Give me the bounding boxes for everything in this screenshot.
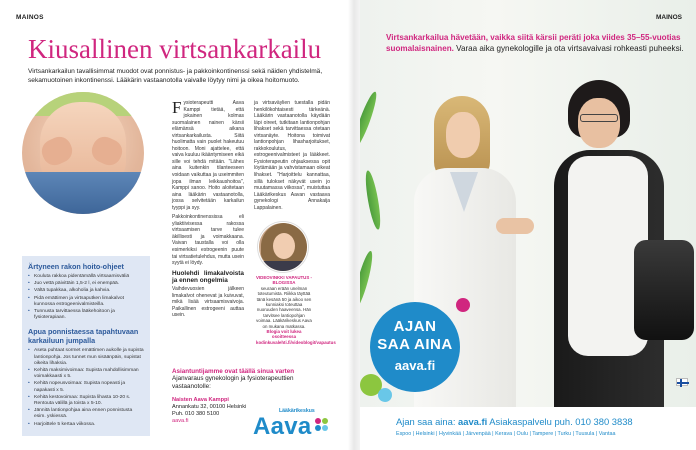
badge-url: aava.fi	[394, 358, 436, 373]
logo-dot	[322, 418, 328, 424]
right-page	[360, 0, 696, 450]
leaf	[363, 170, 383, 231]
tip-item: • Koulutа rakkoa pidentämällä virtsaamisväliä	[28, 274, 144, 280]
aava-logo	[253, 408, 335, 442]
logo-dot	[322, 425, 328, 431]
footer-url-link[interactable]: aava.fi	[458, 416, 488, 427]
blogger-avatar	[258, 222, 308, 272]
contact-address: Annankatu 32, 00100 Helsinki	[172, 404, 247, 410]
decor-bubble	[456, 298, 470, 312]
article-column-1	[172, 100, 244, 319]
footer-main	[396, 416, 633, 427]
patient-bag	[634, 240, 694, 340]
footer-phone: Asiakaspalvelu puh. 010 380 3838	[487, 416, 633, 427]
ad-label-left: MAINOS	[16, 14, 44, 21]
drop-cap: F	[172, 98, 182, 117]
tip-item: • Kehitä kestovoimaa: Supista lihasta 10-20 s. Rentouta välillä ja toista x 5-10.	[28, 395, 144, 407]
footer-cities: Espoo | Helsinki | Hyvinkää | Järvenpää | Kerava | Oulu | Tampere | Turku | Tuusula | Vantaa	[396, 431, 616, 437]
footer-prefix: Ajan saa aina:	[396, 416, 459, 427]
article-column-2	[254, 100, 330, 211]
vlog-caption	[256, 275, 336, 345]
photo-jeans	[22, 172, 144, 214]
patient-figure	[524, 80, 694, 410]
vlog-link[interactable]: Blogia voit lukea osoitteessa kodinkuvalehti.fi/videoblogit/vapautus	[256, 329, 336, 345]
logo-dot	[315, 425, 321, 431]
tip-item: • Tunnusta tarvittaessa lääkehoitoon ja fysioterapiaan.	[28, 309, 144, 321]
tip-item: • Kehitä maksimivoimaa: Supista mahdollisimman voimakkaasti x 5.	[28, 368, 144, 380]
badge-line-2: SAA AINA	[377, 336, 453, 353]
tip-item: • Vältä tupakkaa, alkoholia ja kahvia.	[28, 288, 144, 294]
article-subheading: Huolehdi limakalvoista ja ennen ongelmia	[172, 269, 244, 285]
tips-list-1	[28, 274, 144, 321]
leaf	[360, 90, 380, 150]
tips-title-1: Ärtyneen rakon hoito-ohjeet	[28, 262, 124, 271]
headline-highlight: Virtsankarkailua hävetään, vaikka siitä kärsii peräti joka viides 35–55-vuotias suomalaisnainen.	[386, 33, 681, 53]
logo-subtitle: Lääkärikeskus	[279, 408, 315, 414]
patient-face	[578, 98, 620, 148]
cta-text: Ajanvaraus gynekologin ja fysioterapeuttien vastaanotolle:	[172, 375, 294, 390]
article-paragraph: ysioterapeutti Aava Kamppi tietää, että jokainen kolmas suomalainen nainen kärsii elämänsä aikana virtsankarkailusta. Siitä huolimatta vain puolet hakeutuu hoitoon. Moni ajattelee, että vaiva kuuluu ikääntymiseen eikä sille voi tehdä mitään. "Lähes aina kuitenkin tilanteeseen voidaan vaikuttaa ja useimmiten jopa ilman leikkaushoitoa", Kamppi sanoo. Hoito aloitetaan aina lääkärin vastaanotolla, jossa selvitetään karkailun tyyppi ja syy.	[172, 100, 244, 211]
avatar-shirt	[259, 261, 308, 272]
tips-list-2	[28, 348, 144, 427]
patient-glasses	[580, 114, 618, 122]
tip-item: • Aseta puhtaat sormet emättimen aukolle ja supista lantionpohja. Jos tunnet mun sisäänpäin, supistat oikeita lihaksia.	[28, 348, 144, 367]
belly-photo	[22, 92, 144, 214]
decor-bubble	[378, 388, 392, 402]
tips-title-2: Apua ponnistaessa tapahtuvaan karkailuun jumpalla	[28, 327, 139, 346]
contact-web-link[interactable]: aava.fi	[172, 418, 189, 424]
avatar-face	[273, 233, 295, 259]
finnish-flag-icon	[676, 378, 688, 386]
tips-box	[22, 256, 150, 436]
footer-bar	[360, 407, 696, 450]
page-headline: Kiusallinen virtsankarkailu	[28, 34, 322, 64]
headline-text: Varaa aika gynekologille ja otа virtsavaivasi rohkeasti puheeksi.	[456, 43, 684, 53]
logo-wordmark: Aava	[253, 413, 312, 440]
contact-title: Naisten Aava Kamppi	[172, 397, 229, 403]
badge-line-1: AJAN	[393, 318, 437, 335]
handshake	[496, 218, 534, 234]
tip-item: • Kehitä nopeusvoimaa: Supista nopeasti ja napakasti x 5.	[28, 381, 144, 393]
contact-block	[172, 397, 246, 425]
ad-label-right: MAINOS	[656, 14, 682, 21]
contact-phone: Puh. 010 380 5100	[172, 411, 220, 417]
article-paragraph: Vaihdevuosien jälkeen limakalvot ohenevat ja kuivuvat, mikä lisää virtsaamisvaivoja. Paikallinen estrogeeni auttaa usein.	[172, 286, 244, 319]
cta-heading: Asiantuntijamme ovat täällä sinua varten	[172, 368, 295, 375]
booking-badge[interactable]	[370, 302, 460, 392]
leaf	[360, 250, 376, 311]
vlog-text: seuraan erään unelman toteutumista. Riikka täyttää tänä kesänä 50 ja aikoo sen kunniaksi toteuttaa nuoruuden haaveensa. Hän tarvitsee lantiopohjan voimaa. Lääkärikeskus Aava on mukana matkassa.	[256, 285, 312, 329]
doctor-face	[446, 112, 480, 158]
tip-item: • Harjoittele 5 kertaa viikossa.	[28, 422, 144, 428]
tip-item: • Jännitä lantionpohjaa aina ennen ponnistusta esim. yskiessä.	[28, 408, 144, 420]
lead-text: Virtsankarkailun tavallisimmat muodot ovat ponnistus- ja pakkoinkontinenssi sekä näiden yhdistelmä, sekamuotoinen inkontinenssi. Lääkärin vastaanotolla vaivalle löytyy nimi ja oikea hoitomuoto.	[28, 68, 323, 84]
tip-item: • Juo vettä päivittäin 1,5-2 l, ei enempää.	[28, 281, 144, 287]
article-paragraph: Pakkoinkontinenssissa eli yliaktiivisessa rakossa virtsaamisen tarve tulee äkillisesti ja voimakkaana. Vaivan taustalla voi olla esimerkiksi estrogeenin puute tai virtsatietulehdus, mutta usein syytä ei löydy.	[172, 214, 244, 267]
logo-dot	[315, 418, 321, 424]
right-headline	[386, 33, 686, 54]
article-paragraph: ja virtsaväylien tuestalla pidän henkilökohtaisesti tärkeänä. Lääkärin vastaanotolla käydään läpi oireet, tutkitaan lantionpohjan lihakset sekä tarvittaessa otetaan virtsanäyte. Hoitona toimivat lantionpohjan lihasharjoitukset, rakkokoulutus, estrogeenivalmisteet ja lääkkeet. Fysioterapeutin ohjauksessa opit löytämään ja vahvistamaan oikeat lihakset. "Harjoittelu kannattaa, sillä tulokset näkyvät usein jo muutamassa viikossa", muistuttaa Lääkärikeskus Aavan vastaava gynekologi Annakaija Lappalainen.	[254, 100, 330, 211]
vlog-title: VIDEOVINKKI VAPAUTUS -BLOGISSA	[256, 275, 312, 286]
tip-item: • Pidä emättimen ja virtsaputken limakalvot kunnossa estrogeenivalmisteilla.	[28, 296, 144, 308]
page-gutter	[348, 0, 360, 450]
